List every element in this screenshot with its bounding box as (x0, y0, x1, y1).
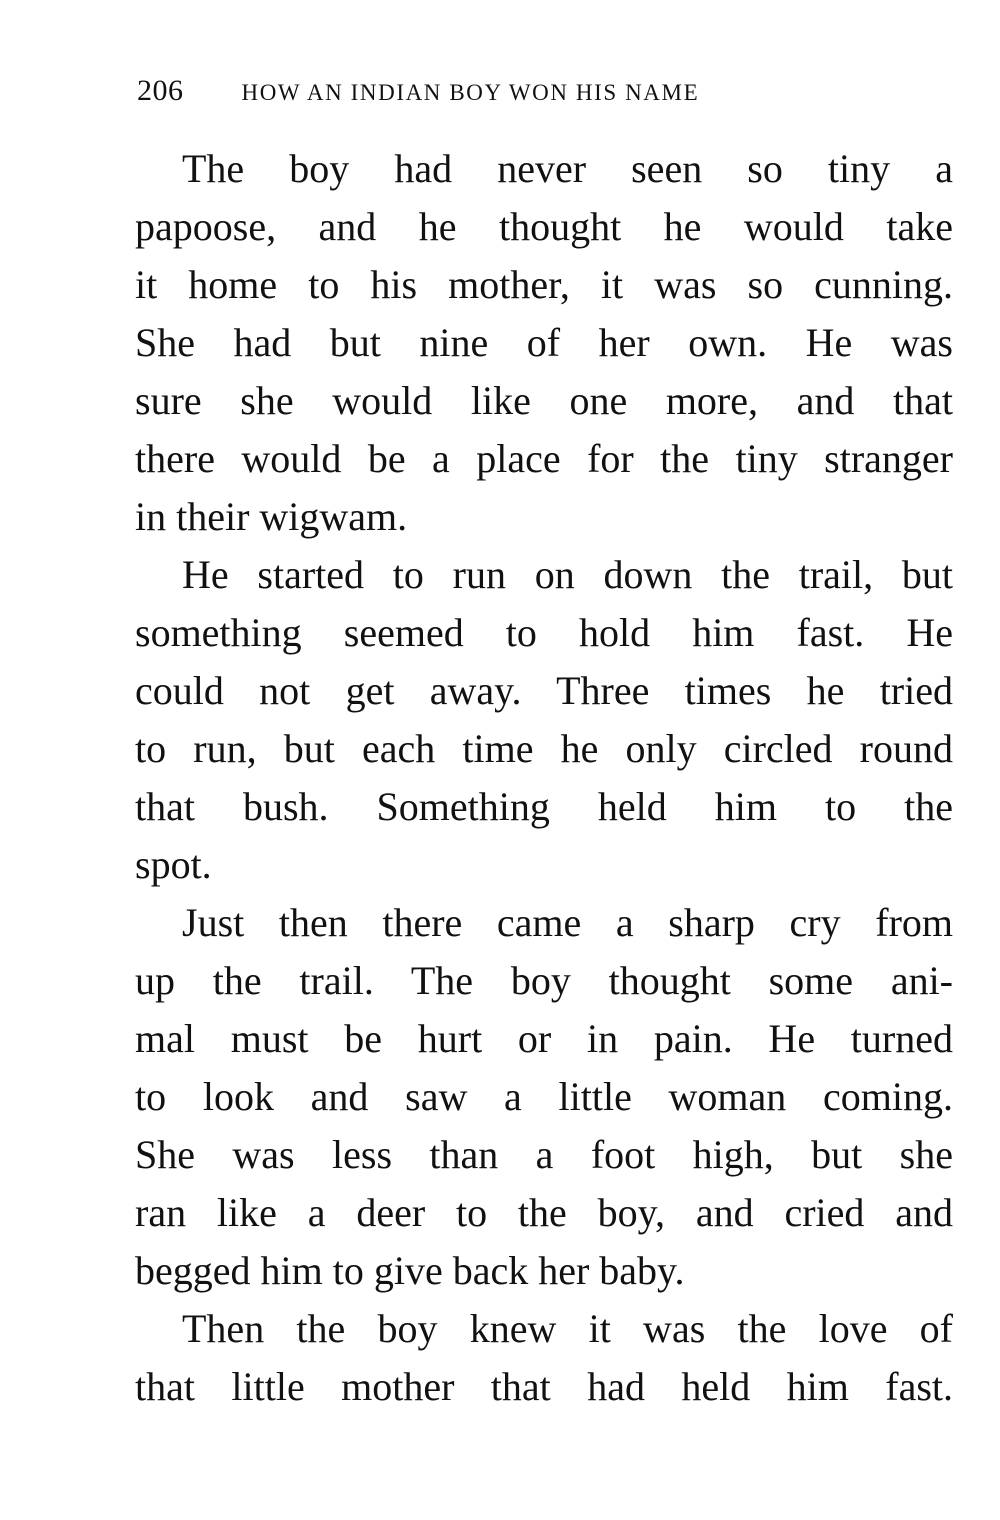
text-line: sure she would like one more, and that (135, 378, 953, 423)
text-line: it home to his mother, it was so cunning. (135, 262, 953, 307)
text-line: She was less than a foot high, but she (135, 1132, 953, 1177)
running-title: HOW AN INDIAN BOY WON HIS NAME (241, 80, 700, 105)
text-line: begged him to give back her baby. (135, 1248, 685, 1293)
paragraph (135, 1300, 953, 1416)
text-line: that bush. Something held him to the (135, 784, 953, 829)
running-head (137, 74, 857, 114)
text-line: Just then there came a sharp cry from (182, 900, 953, 945)
text-line: there would be a place for the tiny stranger (135, 436, 953, 481)
text-line: Then the boy knew it was the love of (182, 1306, 953, 1351)
paragraph (135, 894, 953, 1300)
text-line: to run, but each time he only circled round (135, 726, 953, 771)
text-line: to look and saw a little woman coming. (135, 1074, 953, 1119)
text-line: mal must be hurt or in pain. He turned (135, 1016, 953, 1061)
paragraph (135, 140, 953, 546)
body-text (135, 140, 953, 1416)
text-line: something seemed to hold him fast. He (135, 610, 953, 655)
text-line: The boy had never seen so tiny a (182, 146, 953, 191)
text-line: spot. (135, 842, 212, 887)
text-line: She had but nine of her own. He was (135, 320, 953, 365)
page-number: 206 (137, 74, 184, 107)
paragraph (135, 546, 953, 894)
text-line: in their wigwam. (135, 494, 408, 539)
text-line: ran like a deer to the boy, and cried and (135, 1190, 953, 1235)
text-line: up the trail. The boy thought some ani- (135, 958, 953, 1003)
text-line: that little mother that had held him fast. (135, 1364, 953, 1409)
text-line: papoose, and he thought he would take (135, 204, 953, 249)
text-line: He started to run on down the trail, but (182, 552, 953, 597)
text-line: could not get away. Three times he tried (135, 668, 953, 713)
